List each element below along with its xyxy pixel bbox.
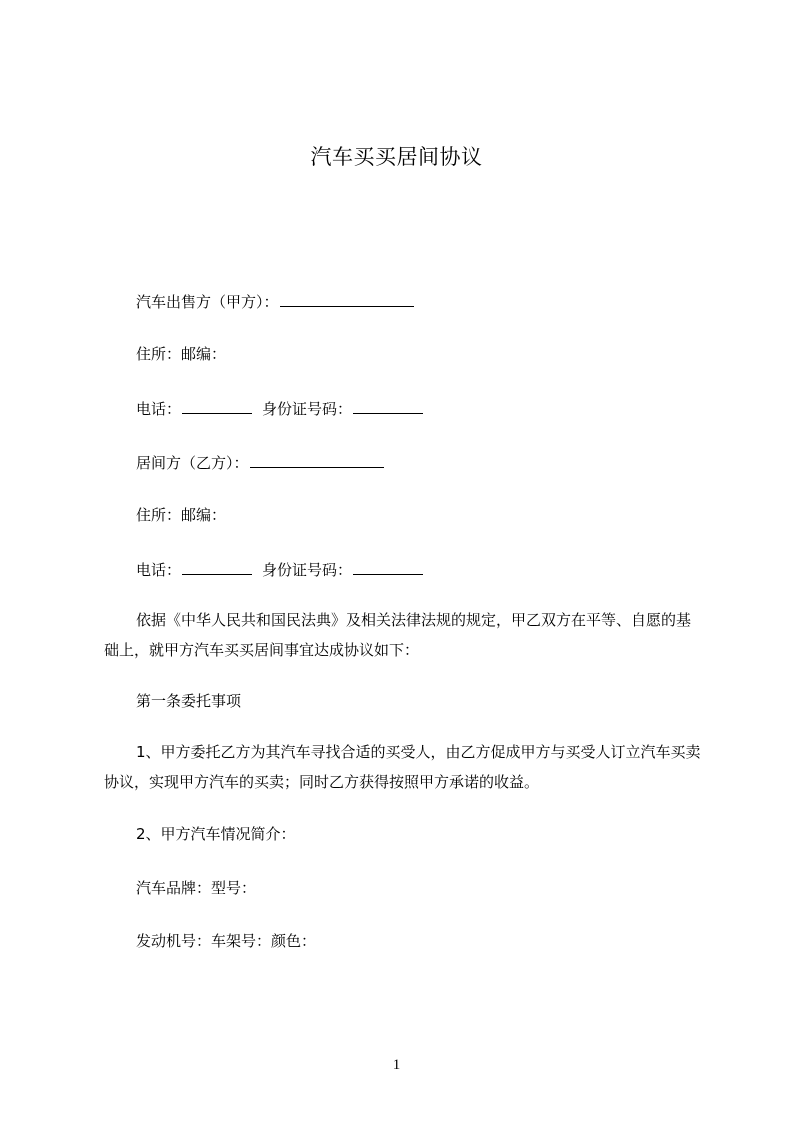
agent-line [136, 452, 384, 473]
seller-address-line: 住所：邮编： [136, 345, 227, 363]
preamble-text: 依据《中华人民共和国民法典》及相关法律法规的规定，甲乙双方在平等、自愿的基础上，就甲方汽车买买居间事宜达成协议如下： [104, 611, 692, 659]
document-title: 汽车买买居间协议 [310, 145, 483, 169]
seller-phone-label: 电话： [136, 400, 182, 418]
agent-phone-line [136, 559, 423, 580]
car-brand-model-line: 汽车品牌：型号： [136, 879, 257, 897]
seller-id-blank [353, 398, 423, 414]
seller-id-label: 身份证号码： [262, 400, 353, 418]
seller-line [136, 291, 414, 312]
clause1-text: 1、甲方委托乙方为其汽车寻找合适的买受人，由乙方促成甲方与买受人订立汽车买卖协议，实现甲方汽车的买卖；同时乙方获得按照甲方承诺的收益。 [104, 743, 701, 791]
agent-label: 居间方（乙方）： [136, 454, 249, 472]
seller-phone-blank [182, 398, 252, 414]
clause2-line: 2、甲方汽车情况简介： [136, 825, 296, 843]
agent-address-line: 住所：邮编： [136, 506, 227, 524]
engine-frame-color-line: 发动机号：车架号：颜色： [136, 932, 317, 950]
clause1-paragraph [104, 737, 704, 797]
seller-phone-line [136, 398, 423, 419]
seller-name-blank [280, 291, 414, 307]
preamble-paragraph [104, 605, 704, 665]
agent-id-blank [353, 559, 423, 575]
agent-phone-label: 电话： [136, 561, 182, 579]
seller-label: 汽车出售方（甲方）： [136, 293, 279, 311]
page-number: 1 [392, 1057, 401, 1073]
article1-title: 第一条委托事项 [136, 692, 242, 710]
agent-id-label: 身份证号码： [262, 561, 353, 579]
agent-name-blank [250, 452, 384, 468]
agent-phone-blank [182, 559, 252, 575]
